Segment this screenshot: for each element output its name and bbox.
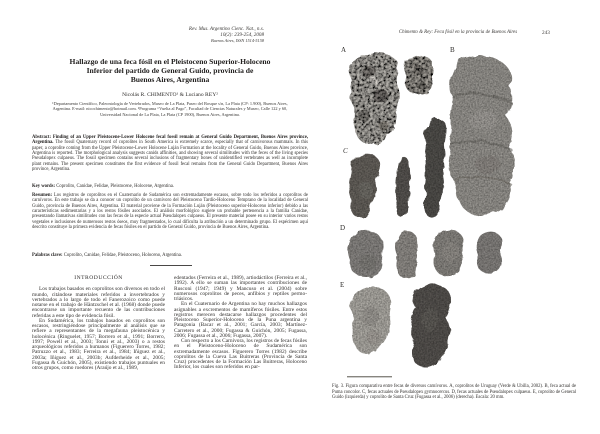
panel-label-a: A	[341, 46, 347, 54]
fossil-specimen-c3	[424, 119, 447, 217]
keywords-label: Key words:	[32, 184, 57, 189]
fossil-specimen-e2	[411, 284, 451, 367]
intro-paragraph-2: En Sudamérica, los trabajos basados en coprolitos son escasos, restringiéndose principalmente al análisis que se refiere a representantes de la megafauna pleistocénica y holocénica (Ringuelet, 1957; Borrero et al., 1991; Borrero, 1997; Powell et al., 2003; Tonni et al., 2003) o a restos arqueológicos referidos a humanos (Figuerero Torres, 1982; Patruzzo et al., 1983; Ferreira et al., 1984; Iñiguez et al., 2003a; Iñiguez et al., 2003b; Aufderheide et al., 2005; Fugassa & Guichón, 2005), existiendo trabajos puntuales en otros grupos, como roedores (Araújo et al., 1989,	[32, 317, 165, 371]
resumen-paragraph	[32, 193, 308, 230]
affiliation-block: ¹Departamento Científico, Paleontología de Vertebrados, Museo de La Plata, Paseo del Bosque s/n, La Plata (CP: 1.900), Buenos Aires, Argentina. E-mail: nicochimento@hotmail.com. ²Programa “Vuelta al Pago”, Facultad de Ciencias Naturales y Museo, Calle 122 y 60, Universidad Nacional de La Plata, La Plata (CP 1900), Buenos Aires, Argentina.	[52, 101, 288, 117]
keywords-line	[32, 184, 308, 189]
abstract-body: The fossil Quaternary record of coprolites in South America is extremely scarce, especially that of carnivorous mammals. In this paper, a coprolite coming from the Upper Pleistocene-Lower Holocene Luján Formation at the locality of General Guido, Buenos Aires province, Argentina is reported. The morphological analysis suggests canids affinities, and showing several similitudes with the feces of the living species Pseudalopex culpaeus. The fossil specimen contains several inclusions of fragmentary bones of unidentified vertebrates as well as incomplete plant remains. The present specimen constitutes the first evidence of fossil fecal remains from the General Guido Department, Buenos Aires province, Argentina.	[32, 140, 309, 173]
abstract-paragraph	[32, 135, 308, 172]
journal-reference	[189, 26, 264, 45]
section-heading-introduccion: INTRODUCCIÓN	[74, 275, 123, 281]
paper-title	[30, 57, 310, 85]
intro-paragraph-1: Los trabajos basados en coprolitos son diversos en todo el mundo, citándose materiales referidos a invertebrados y vertebrados a lo largo de todo el Fanerozoico como puede notarse en el trabajo de Häntzschel et al. (1968) donde puede encontrarse un importante recuento de las contribuciones referidas a este tipo de evidencia fósil.	[32, 286, 165, 319]
panel-label-d: D	[340, 224, 346, 232]
section-divider-rule	[150, 265, 192, 266]
keywords-value: Coprolito, Canidae, Felidae, Pleistocene, Holocene, Argentina.	[56, 184, 174, 189]
intro-paragraph-4: En el Cuaternario de Argentina no hay muchos hallazgos asignables a excrementos de mamíferos fósiles. Entre estos registros merecen destacarse hallazgos procedentes del Pleistoceno Superior-Holoceno de la Puna argentina y Patagonia (Bacar et al., 2001; García, 2003; Martínez-Carretero et al., 2000; Fugassa & Guichón, 2005; Fugassa, 2006; Fugassa et al., 2006; Fugassa, 2007).	[174, 301, 307, 339]
journal-ref-line1: Rev. Mus. Argentino Cienc. Nat., n.s.	[188, 26, 264, 32]
fossil-specimen-a2	[404, 55, 433, 94]
fossil-specimen-d3	[434, 230, 464, 276]
palabras-clave-line	[32, 253, 308, 258]
fossil-specimen-d2	[396, 231, 417, 278]
panel-label-b: B	[450, 46, 455, 54]
fossil-specimen-b	[449, 56, 514, 215]
palabras-label: Palabras clave:	[32, 253, 64, 258]
panel-label-c: C	[343, 147, 348, 155]
running-head: Chimento & Rey: Feca fósil en la provincia de Buenos Aires	[398, 30, 518, 35]
fossil-specimen-d1	[348, 231, 383, 277]
page-number: 243	[542, 30, 550, 36]
paper-title-line1: Hallazgo de una feca fósil en el Pleistoceno Superior-Holoceno	[69, 57, 271, 66]
fossil-specimen-d4	[476, 232, 502, 273]
palabras-value: Coprolito, Canidae, Felidae, Pleistoceno, Holoceno, Argentina.	[63, 253, 183, 258]
fossil-specimen-e1	[350, 287, 390, 354]
abstract-label: Abstract:	[32, 135, 53, 140]
right-page	[318, 0, 600, 434]
fossil-figure-plate	[318, 0, 600, 434]
paper-title-line2: Inferior del partido de General Guido, provincia de	[86, 66, 254, 76]
intro-column-2	[174, 276, 307, 371]
journal-ref-issn: Buenos Aires, ISSN 1514-5158	[211, 38, 264, 44]
resumen-body: Los registros de coprolitos en el Cuaternario de Sudamérica son extremadamente escasos, sobre todo los referidos a coprolitos de carnívoros. En este trabajo se da a conocer un coprolito de un carnívoro del Pleistoceno Tardío-Holoceno Temprano de la localidad de General Guido, provincia de Buenos Aires, Argentina. El material proviene de la Formación Luján (Pleistoceno superior-Holoceno inferior) debido a las características sedimentarias y a los restos fósiles asociados. El análisis morfológico sugiere un probable pertenencia a la familia Canidae, presentando llamativas similitudes con las fecas de la especie actual Pseudalopex culpaeus. El presente material posee en su interior varios restos vegetales e inclusiones de numerosos restos óseos, muy fragmentados, lo cual dificulta la atribución a un determinado grupo. El espécimen aquí descrito constituye la primera evidencia de fecas fósiles en el partido de General Guido, provincia de Buenos Aires, Argentina.	[32, 193, 308, 231]
fossil-specimen-a1	[349, 53, 399, 145]
panel-label-e: E	[340, 281, 345, 289]
fossil-specimen-c2	[396, 157, 410, 218]
intro-column-1	[32, 276, 165, 371]
paper-title-line3: Buenos Aires, Argentina	[130, 75, 210, 85]
intro-paragraph-3: edentados (Ferreira et al., 1989), artiodáctilos (Ferreira et al., 1992). A ello se suman las importantes contribuciones de Rusconi (1947; 1949) y Mancuso et al. (2004) sobre numerosos coprolitos de peces, anfibios y reptiles permo-triásicos.	[174, 275, 307, 302]
scale-bar	[347, 376, 392, 377]
authors-line: Nicolás R. CHIMENTO¹ & Luciano REY²	[122, 92, 218, 98]
journal-ref-line2: 10(2): 239-254, 2008	[220, 32, 264, 39]
fossil-specimen-c1	[350, 154, 381, 218]
abstract-english-title: Finding of an Upper Pleistocene-Lower Holocene fecal fossil remain at General Guido Department, Buenos Aires province, Argentina.	[32, 135, 308, 146]
intro-paragraph-5: Con respecto a los Carnivora, los registros de fecas fósiles en el Pleistoceno-Holoceno de Sudamérica son extremadamente escasos. Figuerero Torres (1982) describe coprolitos de la Cueva Las Buitreras (Provincia de Santa Cruz) procedentes de la Formación Las Buitreras, Holoceno Inferior, los cuales son referidos en par-	[174, 338, 307, 371]
figure-caption: Fig. 3. Figura comparativa entre fecas de diversos carnívoros. A, coprolitos de Uruguay (Verde & Ubilla, 2002). B, feca actual de Puma concolor. C, fecas actuales de Pseudalopex gymnocercus. D, fecas actuales de Pseudalopex culpaeus. E, coprolito de General Guido (izquierda) y coprolito de Santa Cruz (Fugassa et al., 2006) (derecha). Escala: 20 mm.	[332, 384, 576, 401]
resumen-label: Resumen:	[32, 193, 54, 198]
left-page	[30, 0, 310, 434]
